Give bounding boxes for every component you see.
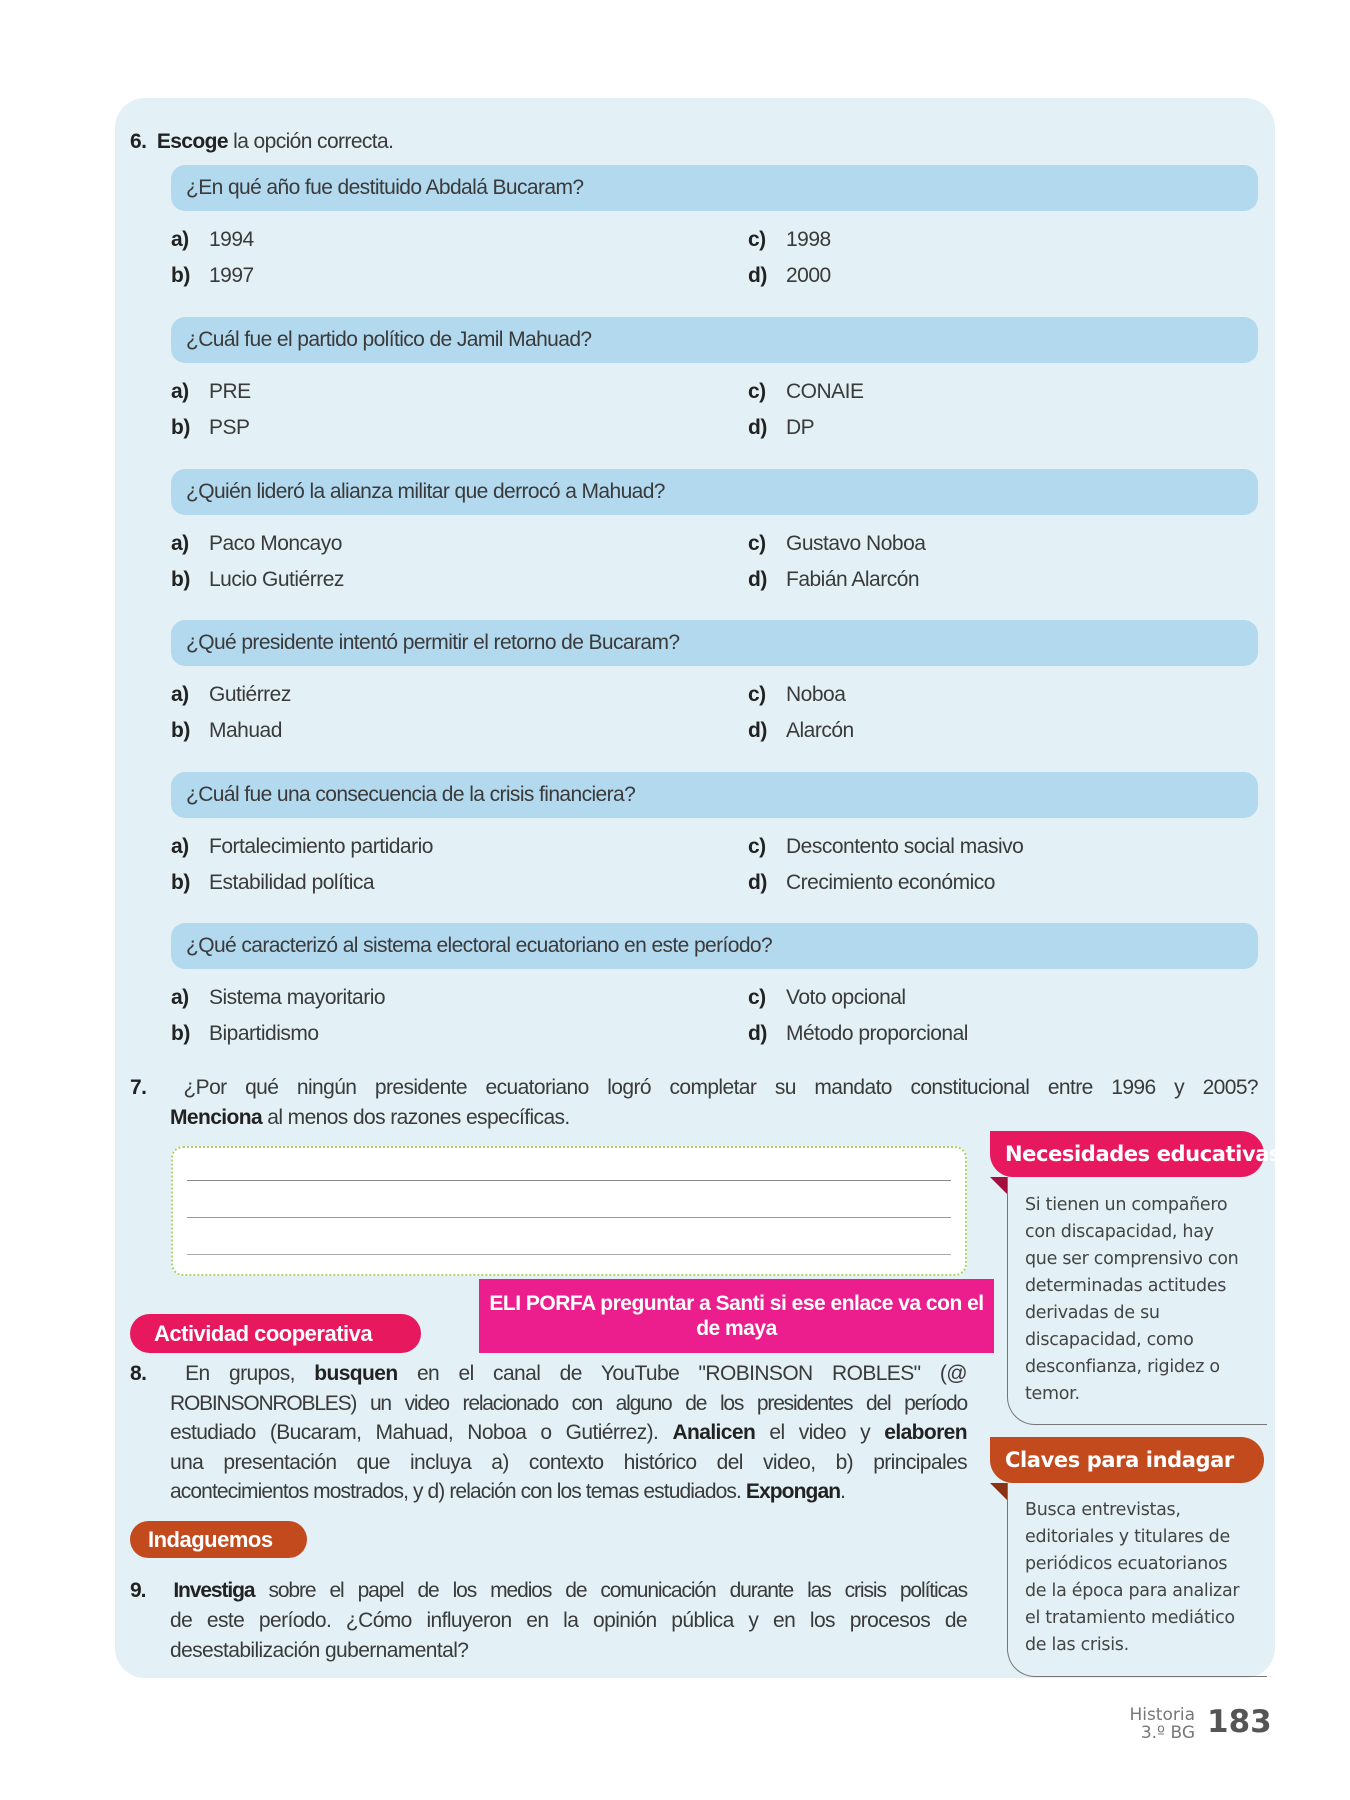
text: acontecimientos mostrados, y d) relación con los temas estudiados. <box>170 1480 746 1503</box>
option-a[interactable] <box>171 377 251 407</box>
option-b[interactable] <box>171 565 344 595</box>
sidebar-text-line: editoriales y titulares de <box>1025 1527 1230 1547</box>
option-text: Descontento social masivo <box>786 835 1024 858</box>
option-c[interactable] <box>748 680 845 710</box>
option-c[interactable] <box>748 225 831 255</box>
question-bar: ¿Qué caracterizó al sistema electoral ecuatoriano en este período? <box>171 923 1258 969</box>
option-letter: d) <box>748 871 767 894</box>
subject-label: Historia <box>1129 1705 1195 1725</box>
option-letter: b) <box>171 719 190 742</box>
instruction-verb: Exponga <box>745 1480 829 1503</box>
keys-body <box>1007 1483 1267 1677</box>
option-letter: c) <box>748 380 766 403</box>
option-text: 1997 <box>209 264 254 287</box>
option-text: Paco Moncayo <box>209 532 342 555</box>
option-letter: d) <box>748 719 767 742</box>
text: sobre el papel de los medios de comunicación durante las crisis políticas <box>254 1579 967 1602</box>
instruction-verb: elaboren <box>884 1421 967 1444</box>
option-text: Gustavo Noboa <box>786 532 926 555</box>
sidebar-text-line: de las crisis. <box>1025 1635 1129 1655</box>
option-letter: a) <box>171 835 189 858</box>
option-a[interactable] <box>171 832 433 862</box>
exercise-number: 6. <box>130 130 147 153</box>
sidebar-text-line: discapacidad, como <box>1025 1330 1194 1350</box>
exercise-8-line: una presentación que incluya a) contexto histórico del video, b) principales <box>170 1451 967 1474</box>
option-text: Mahuad <box>209 719 282 742</box>
option-letter: c) <box>748 532 766 555</box>
option-letter: a) <box>171 228 189 251</box>
exercise-8-line: ROBINSONROBLES) un video relacionado con alguno de los presidentes del período <box>170 1392 967 1415</box>
editor-note: ELI PORFA preguntar a Santi si ese enlace va con el de maya <box>479 1279 994 1353</box>
sidebar-text-line: el tratamiento mediático <box>1025 1608 1235 1628</box>
option-letter: c) <box>748 835 766 858</box>
answer-line <box>187 1217 951 1218</box>
exercise-9-line <box>130 1576 967 1606</box>
option-a[interactable] <box>171 983 385 1013</box>
option-text: Fortalecimiento partidario <box>209 835 433 858</box>
exercise-number: 8. <box>130 1362 147 1385</box>
text: el video y <box>755 1421 885 1444</box>
option-text: Noboa <box>786 683 846 706</box>
exercise-7-instruction <box>170 1103 570 1133</box>
option-d[interactable] <box>748 716 854 746</box>
instruction-verb: Analicen <box>672 1421 756 1444</box>
option-text: Bipartidismo <box>209 1022 319 1045</box>
option-text: PSP <box>209 416 250 439</box>
option-text: Método proporcional <box>786 1022 968 1045</box>
option-d[interactable] <box>748 261 831 291</box>
option-letter: c) <box>748 683 766 706</box>
needs-header: Necesidades educativas <box>990 1131 1264 1177</box>
option-b[interactable] <box>171 868 374 898</box>
sidebar-text-line: periódicos ecuatorianos <box>1025 1554 1228 1574</box>
option-text: PRE <box>209 380 251 403</box>
option-letter: a) <box>171 532 189 555</box>
option-text: Alarcón <box>786 719 854 742</box>
instruction-verb: busquen <box>314 1362 398 1385</box>
option-text: 1994 <box>209 228 254 251</box>
fold-decoration <box>990 1483 1007 1500</box>
exercise-8-line <box>130 1359 967 1389</box>
text: . <box>840 1480 846 1503</box>
option-d[interactable] <box>748 868 995 898</box>
sidebar-text-line: Busca entrevistas, <box>1025 1500 1181 1520</box>
option-letter: b) <box>171 871 190 894</box>
option-d[interactable] <box>748 413 814 443</box>
sidebar-text-line: determinadas actitudes <box>1025 1276 1227 1296</box>
text: estudiado (Bucaram, Mahuad, Noboa o Gutiérrez). <box>170 1421 673 1444</box>
exercise-9-line: desestabilización gubernamental? <box>170 1639 469 1662</box>
question-bar: ¿Cuál fue una consecuencia de la crisis financiera? <box>171 772 1258 818</box>
option-d[interactable] <box>748 1019 968 1049</box>
option-text: 2000 <box>786 264 831 287</box>
exercise-7-question <box>130 1073 1258 1103</box>
sidebar-text-line: desconfianza, rigidez o <box>1025 1357 1220 1377</box>
grade-label: 3.º BG <box>1140 1723 1195 1743</box>
indaguemos-badge: Indaguemos <box>130 1521 307 1558</box>
option-letter: b) <box>171 1022 190 1045</box>
exercise-9-line: de este período. ¿Cómo influyeron en la opinión pública y en los procesos de <box>170 1609 967 1632</box>
option-c[interactable] <box>748 832 1023 862</box>
sidebar-text-line: temor. <box>1025 1384 1080 1404</box>
option-a[interactable] <box>171 680 291 710</box>
instruction-verb: Escoge <box>156 130 228 153</box>
option-b[interactable] <box>171 716 282 746</box>
option-text: 1998 <box>786 228 831 251</box>
option-c[interactable] <box>748 377 864 407</box>
option-text: Gutiérrez <box>209 683 291 706</box>
option-letter: c) <box>748 228 766 251</box>
question-bar: ¿Qué presidente intentó permitir el retorno de Bucaram? <box>171 620 1258 666</box>
needs-body <box>1007 1177 1267 1425</box>
sidebar-text-line: que ser comprensivo con <box>1025 1249 1239 1269</box>
option-text: Fabián Alarcón <box>786 568 920 591</box>
option-letter: d) <box>748 568 767 591</box>
option-d[interactable] <box>748 565 919 595</box>
option-text: Sistema mayoritario <box>209 986 386 1009</box>
activity-cooperative-badge: Actividad cooperativa <box>130 1314 421 1353</box>
fold-decoration <box>990 1177 1007 1194</box>
option-letter: a) <box>171 683 189 706</box>
instruction-verb: Investiga <box>173 1579 255 1602</box>
option-letter: d) <box>748 416 767 439</box>
answer-box[interactable] <box>171 1146 967 1276</box>
option-b[interactable] <box>171 413 250 443</box>
question-bar: ¿En qué año fue destituido Abdalá Bucaram? <box>171 165 1258 211</box>
exercise-8-line <box>170 1477 845 1507</box>
option-letter: d) <box>748 264 767 287</box>
option-b[interactable] <box>171 261 254 291</box>
option-letter: a) <box>171 380 189 403</box>
instruction-verb: Menciona <box>170 1106 263 1129</box>
option-letter: d) <box>748 1022 767 1045</box>
instruction-verb: n <box>828 1480 841 1503</box>
option-a[interactable] <box>171 225 254 255</box>
exercise-number: 9. <box>130 1579 146 1602</box>
question-bar: ¿Quién lideró la alianza militar que derrocó a Mahuad? <box>171 469 1258 515</box>
option-letter: b) <box>171 416 190 439</box>
option-letter: c) <box>748 986 766 1009</box>
question-text: ¿Por qué ningún presidente ecuatoriano logró completar su mandato constitucional entre 1996 y 2005? <box>183 1076 1258 1099</box>
option-c[interactable] <box>748 529 925 559</box>
text: En grupos, <box>185 1362 315 1385</box>
option-a[interactable] <box>171 529 342 559</box>
instruction-text: la opción correcta. <box>227 130 394 153</box>
answer-line <box>187 1254 951 1255</box>
keys-header: Claves para indagar <box>990 1437 1264 1483</box>
option-text: DP <box>786 416 815 439</box>
exercise-number: 7. <box>130 1076 147 1099</box>
sidebar-text-line: de la época para analizar <box>1025 1581 1240 1601</box>
footer-subject <box>1100 1706 1195 1742</box>
option-letter: b) <box>171 568 190 591</box>
question-bar: ¿Cuál fue el partido político de Jamil Mahuad? <box>171 317 1258 363</box>
option-letter: b) <box>171 264 190 287</box>
text: en el canal de YouTube "ROBINSON ROBLES" (@ <box>397 1362 967 1385</box>
option-b[interactable] <box>171 1019 319 1049</box>
option-text: Estabilidad política <box>209 871 375 894</box>
sidebar-text-line: derivadas de su <box>1025 1303 1160 1323</box>
exercise-6-instruction <box>130 127 393 157</box>
answer-line <box>187 1180 951 1181</box>
option-text: CONAIE <box>786 380 864 403</box>
sidebar-text-line: con discapacidad, hay <box>1025 1222 1214 1242</box>
instruction-text: al menos dos razones específicas. <box>262 1106 570 1129</box>
option-letter: a) <box>171 986 189 1009</box>
option-text: Voto opcional <box>786 986 906 1009</box>
sidebar-text-line: Si tienen un compañero <box>1025 1195 1228 1215</box>
option-text: Crecimiento económico <box>786 871 995 894</box>
option-c[interactable] <box>748 983 906 1013</box>
option-text: Lucio Gutiérrez <box>209 568 344 591</box>
exercise-8-line <box>170 1418 967 1448</box>
page-number: 183 <box>1207 1704 1272 1740</box>
